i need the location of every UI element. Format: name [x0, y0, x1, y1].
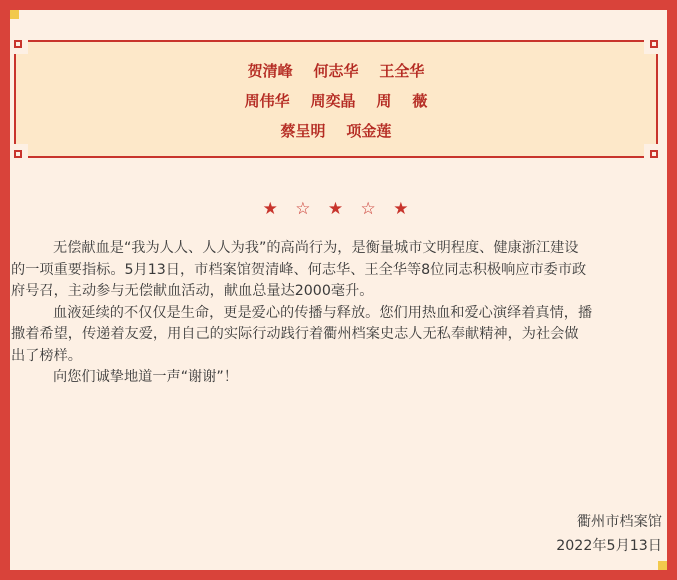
star-divider: [10, 198, 667, 220]
names-row-2: 周伟华 周奕晶 周 薇: [244, 92, 428, 110]
text-line: 府号召，主动参与无偿献血活动，献血总量达2000毫升。: [11, 283, 374, 299]
corner-decoration: [658, 561, 667, 570]
text-line: 出了榜样。: [11, 347, 82, 364]
text-line: 向您们诚挚地道一声“谢谢”！: [53, 369, 238, 385]
star-icon: ★: [262, 199, 284, 219]
text-line: 血液延续的不仅仅是生命，更是爱心的传播与释放。您们用热血和爱心演绎着真情，播: [53, 304, 593, 321]
corner-decoration: [10, 10, 19, 19]
star-outline-icon: ☆: [295, 199, 317, 219]
frame-corner-ornament: [14, 40, 28, 54]
signature-date: 2022年5月13日: [556, 538, 662, 554]
signature-block: [556, 510, 662, 558]
paragraph-1: [11, 238, 663, 303]
names-frame: [14, 40, 658, 158]
signature-org: 衢州市档案馆: [576, 514, 662, 530]
text-line: 的一项重要指标。5月13日，市档案馆贺清峰、何志华、王全华等8位同志积极响应市委市政: [11, 261, 587, 278]
star-icon: ★: [327, 199, 350, 219]
star-icon: ★: [393, 199, 415, 219]
donor-names: [16, 56, 656, 146]
names-row-3: 蔡呈明 项金莲: [280, 122, 392, 140]
text-line: 撒着希望，传递着友爱，用自己的实际行动践行着衢州档案史志人无私奉献精神，为社会做: [11, 326, 579, 342]
frame-corner-ornament: [644, 144, 658, 158]
frame-corner-ornament: [14, 144, 28, 158]
frame-corner-ornament: [644, 40, 658, 54]
letter-paper: [10, 10, 667, 570]
paragraph-2: [11, 303, 663, 368]
star-outline-icon: ☆: [360, 199, 382, 219]
letter-body: [11, 238, 663, 389]
text-line: 无偿献血是“我为人人、人人为我”的高尚行为，是衡量城市文明程度、健康浙江建设: [53, 240, 579, 256]
paragraph-3: [11, 367, 663, 389]
names-row-1: 贺清峰 何志华 王全华: [247, 62, 425, 80]
